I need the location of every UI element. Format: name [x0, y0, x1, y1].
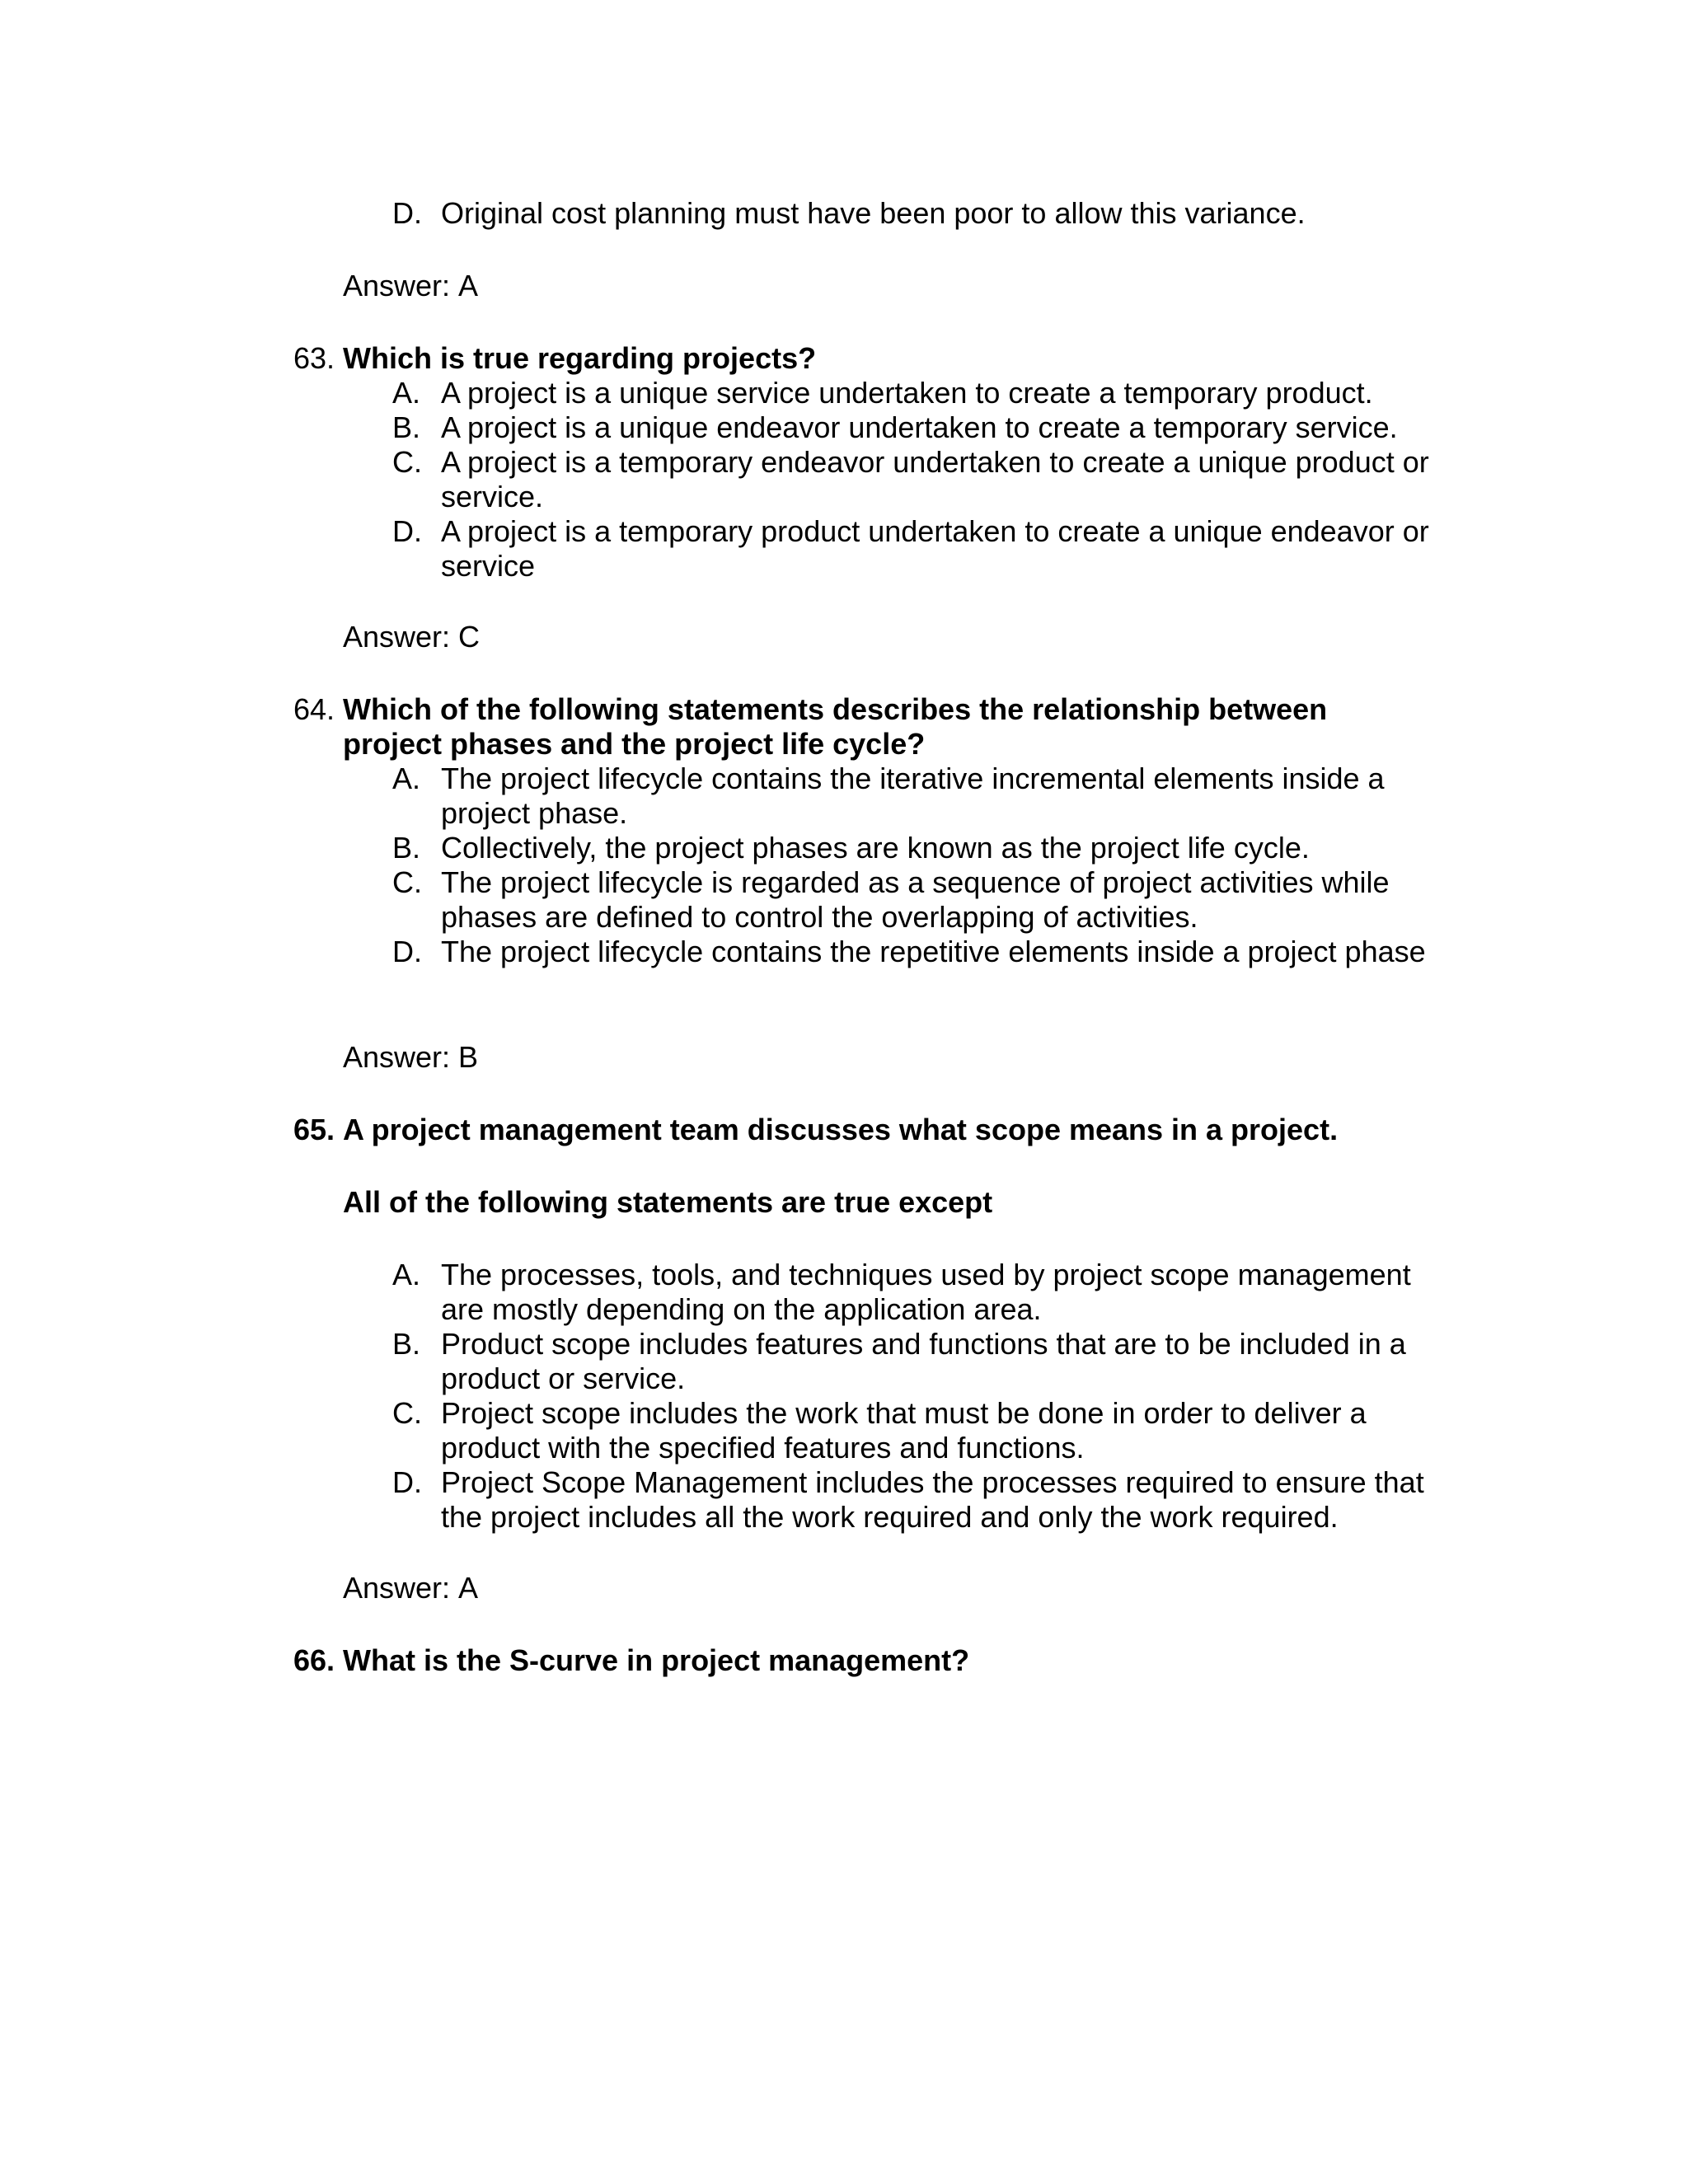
- option-text: A project is a unique service undertaken to create a temporary product.: [441, 376, 1373, 410]
- question-number: 65.: [293, 1113, 335, 1146]
- option-letter: D.: [392, 935, 422, 968]
- option-text: The processes, tools, and techniques used by project scope management are mostly depending on the application area.: [441, 1258, 1411, 1326]
- answer-value: C: [458, 620, 481, 654]
- option-letter: D.: [392, 196, 422, 230]
- option-letter: D.: [392, 514, 422, 548]
- answer-value: A: [458, 1571, 479, 1605]
- question-number: 63.: [293, 341, 335, 375]
- answer-value: B: [458, 1040, 479, 1074]
- option-letter: B.: [392, 831, 421, 865]
- answer-line: [343, 269, 478, 303]
- answer-line: [343, 1571, 478, 1605]
- question-text: Which is true regarding projects?: [343, 341, 817, 375]
- option-text: The project lifecycle contains the repetitive elements inside a project phase: [441, 935, 1426, 968]
- option-text: Product scope includes features and functions that are to be included in a product or service.: [441, 1327, 1406, 1395]
- option-letter: C.: [392, 445, 422, 479]
- option-text: The project lifecycle contains the iterative incremental elements inside a project phase.: [441, 762, 1385, 830]
- option-text: Original cost planning must have been poor to allow this variance.: [441, 196, 1306, 230]
- answer-label: Answer:: [343, 1571, 451, 1605]
- answer-label: Answer:: [343, 620, 451, 654]
- option-text: Collectively, the project phases are known as the project life cycle.: [441, 831, 1310, 865]
- question-number: 66.: [293, 1643, 335, 1677]
- question-text: A project management team discusses what scope means in a project.: [343, 1113, 1339, 1146]
- answer-value: A: [458, 269, 479, 302]
- option-letter: B.: [392, 1327, 421, 1361]
- option-letter: A.: [392, 376, 421, 410]
- answer-line: [343, 1040, 478, 1075]
- option-letter: C.: [392, 1396, 422, 1430]
- option-text: A project is a unique endeavor undertaken to create a temporary service.: [441, 410, 1398, 444]
- question-text: Which of the following statements describes the relationship between project phases and the project life cycle?: [343, 692, 1328, 761]
- option-letter: A.: [392, 1258, 421, 1291]
- option-letter: B.: [392, 410, 421, 444]
- option-letter: A.: [392, 762, 421, 795]
- option-text: The project lifecycle is regarded as a sequence of project activities while phases are defined to control the overlapping of activities.: [441, 865, 1390, 934]
- option-text: Project Scope Management includes the processes required to ensure that the project includes all the work required and only the work required.: [441, 1465, 1424, 1534]
- answer-line: [343, 620, 480, 654]
- option-text: A project is a temporary product undertaken to create a unique endeavor or service: [441, 514, 1429, 583]
- answer-label: Answer:: [343, 269, 451, 302]
- option-letter: D.: [392, 1465, 422, 1499]
- option-letter: C.: [392, 865, 422, 899]
- question-number: 64.: [293, 692, 335, 726]
- answer-label: Answer:: [343, 1040, 451, 1074]
- option-text: A project is a temporary endeavor undertaken to create a unique product or service.: [441, 445, 1429, 513]
- question-subtext: All of the following statements are true except: [343, 1185, 993, 1219]
- question-text: What is the S-curve in project management?: [343, 1643, 970, 1677]
- option-text: Project scope includes the work that must be done in order to deliver a product with the specified features and functions.: [441, 1396, 1367, 1465]
